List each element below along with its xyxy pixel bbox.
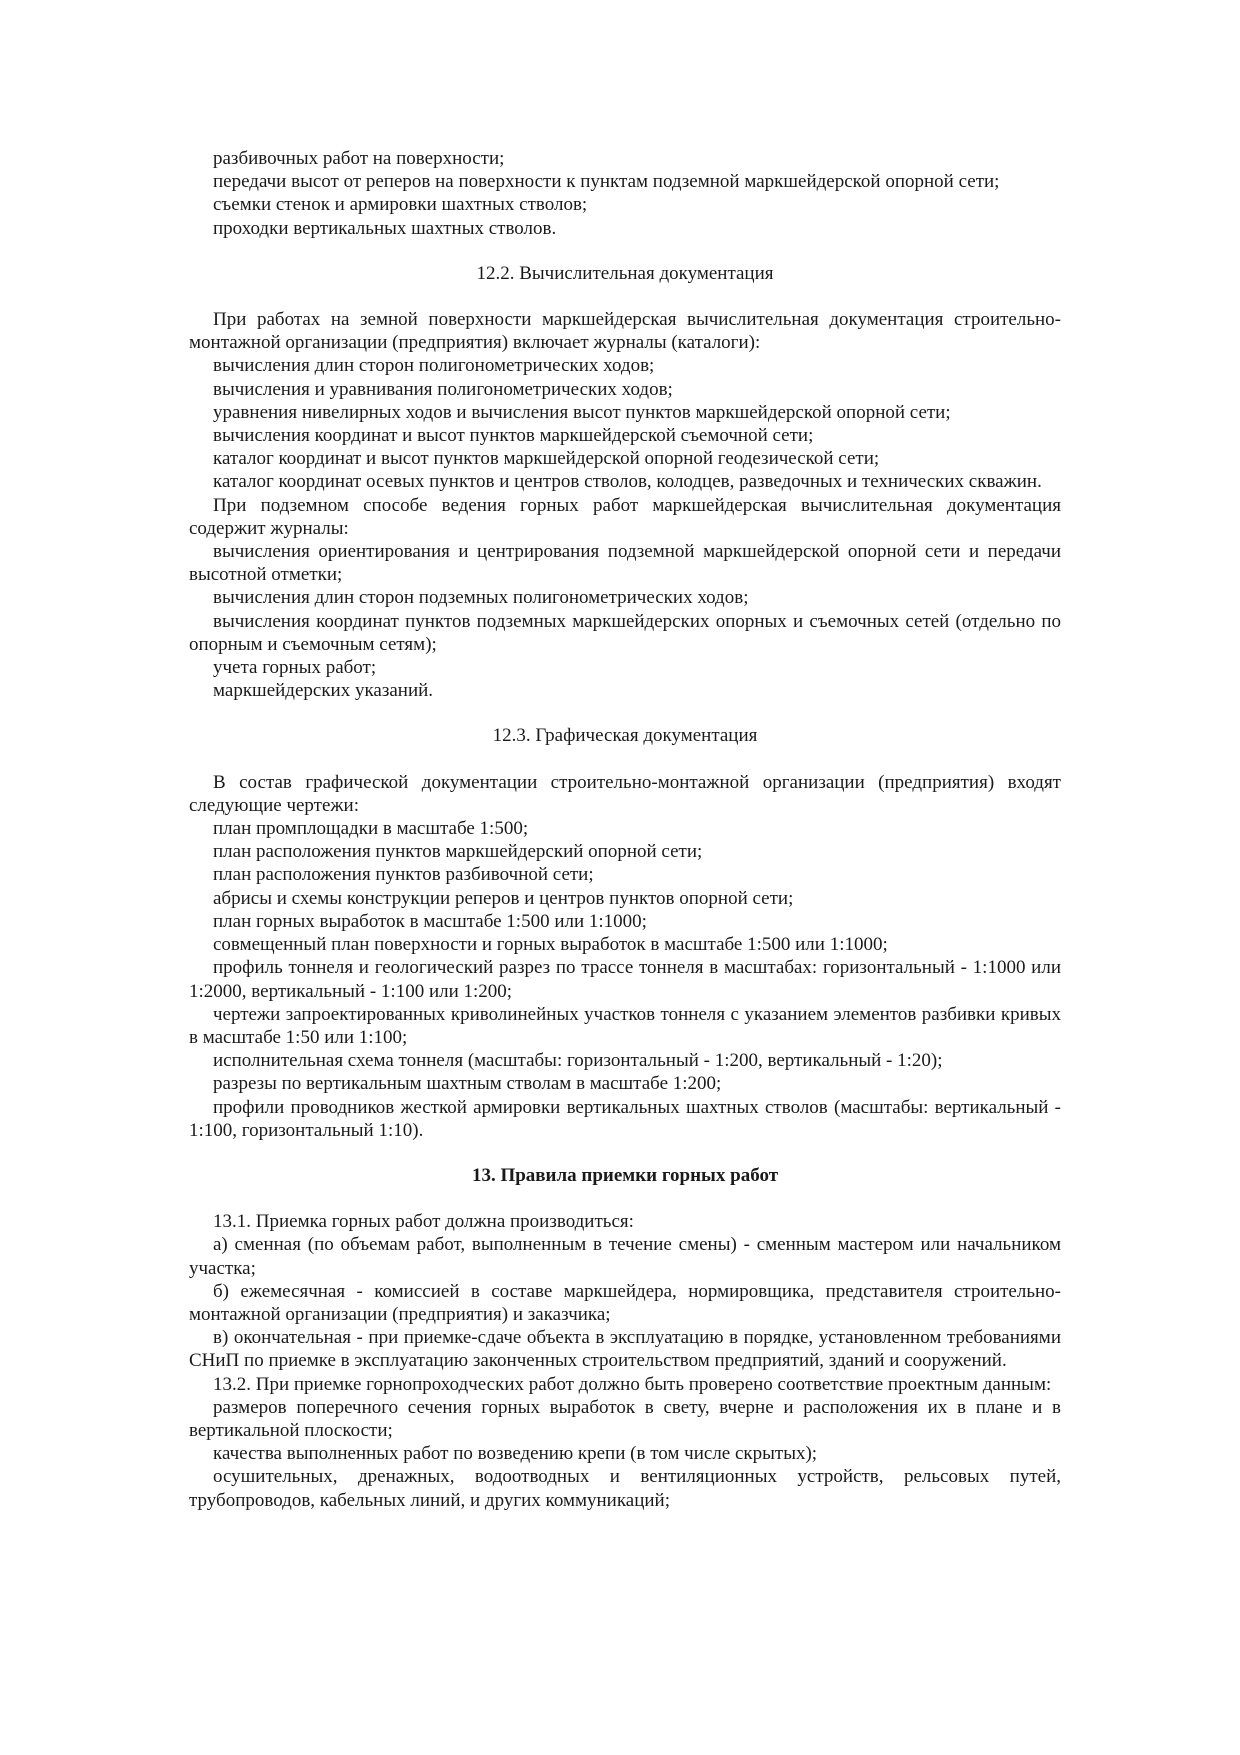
chapter-heading-13: 13. Правила приемки горных работ bbox=[471, 1164, 779, 1186]
paragraph: В состав графической документации строительно-монтажной организации (предприятия) входят следующие чертежи: bbox=[189, 771, 1061, 816]
paragraph: осушительных, дренажных, водоотводных и вентиляционных устройств, рельсовых путей, трубопроводов, кабельных линий, и других коммуникаций; bbox=[189, 1466, 1061, 1511]
paragraph: план горных выработок в масштабе 1:500 или 1:1000; bbox=[213, 910, 647, 932]
paragraph: в) окончательная - при приемке-сдаче объекта в эксплуатацию в порядке, установленном требованиями СНиП по приемке в эксплуатацию законченных строительством предприятий, зданий и сооружений. bbox=[189, 1327, 1061, 1372]
paragraph: При работах на земной поверхности маркшейдерская вычислительная документация строительно-монтажной организации (предприятия) включает журналы (каталоги): bbox=[189, 309, 1061, 354]
paragraph: вычисления координат пунктов подземных маркшейдерских опорных и съемочных сетей (отдельно по опорным и съемочным сетям); bbox=[189, 610, 1061, 655]
paragraph: качества выполненных работ по возведению крепи (в том числе скрытых); bbox=[213, 1443, 818, 1465]
paragraph: абрисы и схемы конструкции реперов и центров пунктов опорной сети; bbox=[213, 887, 794, 909]
paragraph: разрезы по вертикальным шахтным стволам в масштабе 1:200; bbox=[213, 1073, 722, 1095]
paragraph: вычисления координат и высот пунктов маркшейдерской съемочной сети; bbox=[213, 425, 814, 447]
paragraph: передачи высот от реперов на поверхности к пунктам подземной маркшейдерской опорной сети; bbox=[213, 171, 1000, 193]
paragraph: исполнительная схема тоннеля (масштабы: горизонтальный - 1:200, вертикальный - 1:20); bbox=[213, 1050, 943, 1072]
paragraph: вычисления ориентирования и центрирования подземной маркшейдерской опорной сети и передачи высотной отметки; bbox=[189, 541, 1061, 586]
paragraph: маркшейдерских указаний. bbox=[213, 680, 434, 702]
paragraph: При подземном способе ведения горных работ маркшейдерская вычислительная документация содержит журналы: bbox=[189, 494, 1061, 539]
paragraph: вычисления длин сторон подземных полигонометрических ходов; bbox=[213, 587, 749, 609]
paragraph: размеров поперечного сечения горных выработок в свету, вчерне и расположения их в плане и в вертикальной плоскости; bbox=[189, 1396, 1061, 1441]
paragraph: проходки вертикальных шахтных стволов. bbox=[213, 217, 557, 239]
paragraph: план промплощадки в масштабе 1:500; bbox=[213, 818, 529, 840]
paragraph: 13.2. При приемке горнопроходческих работ должно быть проверено соответствие проектным данным: bbox=[213, 1373, 1052, 1395]
paragraph: уравнения нивелирных ходов и вычисления высот пунктов маркшейдерской опорной сети; bbox=[213, 401, 951, 423]
paragraph: план расположения пунктов маркшейдерский опорной сети; bbox=[213, 841, 703, 863]
paragraph: профиль тоннеля и геологический разрез по трассе тоннеля в масштабах: горизонтальный - 1:1000 или 1:2000, вертикальный - 1:100 или 1:200; bbox=[189, 957, 1061, 1002]
paragraph: разбивочных работ на поверхности; bbox=[213, 148, 505, 169]
section-heading-12-2: 12.2. Вычислительная документация bbox=[476, 262, 774, 284]
paragraph: а) сменная (по объемам работ, выполненным в течение смены) - сменным мастером или начальником участка; bbox=[189, 1234, 1061, 1279]
paragraph: чертежи запроектированных криволинейных участков тоннеля с указанием элементов разбивки кривых в масштабе 1:50 или 1:100; bbox=[189, 1003, 1061, 1048]
paragraph: учета горных работ; bbox=[213, 657, 377, 679]
paragraph: совмещенный план поверхности и горных выработок в масштабе 1:500 или 1:1000; bbox=[213, 934, 888, 956]
paragraph: вычисления и уравнивания полигонометрических ходов; bbox=[213, 378, 673, 400]
section-heading-12-3: 12.3. Графическая документация bbox=[492, 725, 758, 747]
paragraph: б) ежемесячная - комиссией в составе маркшейдера, нормировщика, представителя строительно-монтажной организации (предприятия) и заказчика; bbox=[189, 1280, 1061, 1325]
paragraph: план расположения пунктов разбивочной сети; bbox=[213, 864, 594, 886]
paragraph: каталог координат осевых пунктов и центров стволов, колодцев, разведочных и технических скважин. bbox=[213, 471, 1042, 493]
paragraph: 13.1. Приемка горных работ должна производиться: bbox=[213, 1211, 634, 1233]
paragraph: каталог координат и высот пунктов маркшейдерской опорной геодезической сети; bbox=[213, 448, 880, 470]
paragraph: съемки стенок и армировки шахтных стволов; bbox=[213, 194, 588, 216]
paragraph: вычисления длин сторон полигонометрических ходов; bbox=[213, 355, 655, 377]
document-page bbox=[189, 147, 1061, 1512]
paragraph: профили проводников жесткой армировки вертикальных шахтных стволов (масштабы: вертикальный - 1:100, горизонтальный 1:10). bbox=[189, 1096, 1061, 1141]
